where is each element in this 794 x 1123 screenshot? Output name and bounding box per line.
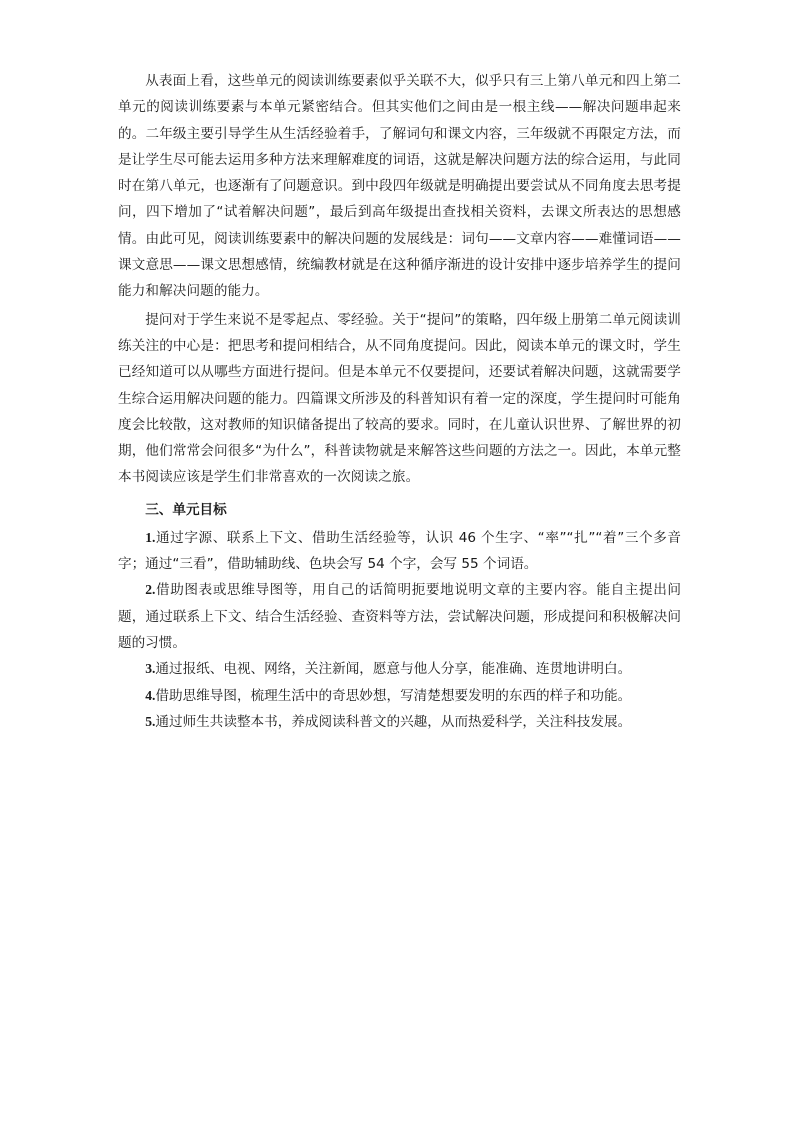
paragraph-questioning-strategy: 提问对于学生来说不是零起点、零经验。关于“提问”的策略，四年级上册第二单元阅读训练关注的中心是：把思考和提问相结合，从不同角度提问。因此，阅读本单元的课文时，学生已经知道可以从哪些方面进行提问。但是本单元不仅要提问，还要试着解决问题，这就需要学生综合运用解决问题的能力。四篇课文所涉及的科普知识有着一定的深度，学生提问时可能角度会比较散，这对教师的知识储备提出了较高的要求。同时，在儿童认识世界、了解世界的初期，他们常常会问很多“为什么”，科普读物就是来解答这些问题的方法之一。因此，本单元整本书阅读应该是学生们非常喜欢的一次阅读之旅。 [118,311,681,486]
goal-number: 5. [145,713,156,729]
goal-number: 2. [145,582,156,598]
goal-number: 3. [145,661,156,677]
goal-item [118,577,681,656]
paragraph-reading-elements: 从表面上看，这些单元的阅读训练要素似乎关联不大，似乎只有三上第八单元和四上第二单元的阅读训练要素与本单元紧密结合。但其实他们之间由是一根主线——解决问题串起来的。二年级主要引导学生从生活经验着手，了解词句和课文内容，三年级就不再限定方法，而是让学生尽可能去运用多种方法来理解难度的词语，这就是解决问题方法的综合运用，与此同时在第八单元，也逐渐有了问题意识。到中段四年级就是明确提出要尝试从不同角度去思考提问，四下增加了“试着解决问题”，最后到高年级提出查找相关资料，去课文所表达的思想感情。由此可见，阅读训练要素中的解决问题的发展线是：词句——文章内容——难懂词语——课文意思——课文思想感情，统编教材就是在这种循序渐进的设计安排中逐步培养学生的提问能力和解决问题的能力。 [118,73,681,300]
goal-item [118,709,681,735]
goal-item [118,525,681,578]
goal-text: 通过字源、联系上下文、借助生活经验等，认识 46 个生字、“率”“扎”“着”三个多音字；通过“三看”，借助辅助线、色块会写 54 个字，会写 55 个词语。 [118,529,681,573]
goal-text: 借助图表或思维导图等，用自己的话简明扼要地说明文章的主要内容。能自主提出问题，通过联系上下文、结合生活经验、查资料等方法，尝试解决问题，形成提问和积极解决问题的习惯。 [118,582,681,651]
goal-text: 借助思维导图，梳理生活中的奇思妙想，写清楚想要发明的东西的样子和功能。 [155,687,632,704]
goal-text: 通过报纸、电视、网络，关注新闻，愿意与他人分享，能准确、连贯地讲明白。 [155,661,632,678]
goal-number: 1. [145,529,156,545]
goal-item [118,656,681,682]
goal-number: 4. [145,687,156,703]
section-heading-unit-goals: 三、单元目标 [145,501,227,518]
goal-item [118,683,681,709]
document-page [118,68,681,735]
goal-text: 通过师生共读整本书，养成阅读科普文的兴趣，从而热爱科学，关注科技发展。 [155,713,632,730]
